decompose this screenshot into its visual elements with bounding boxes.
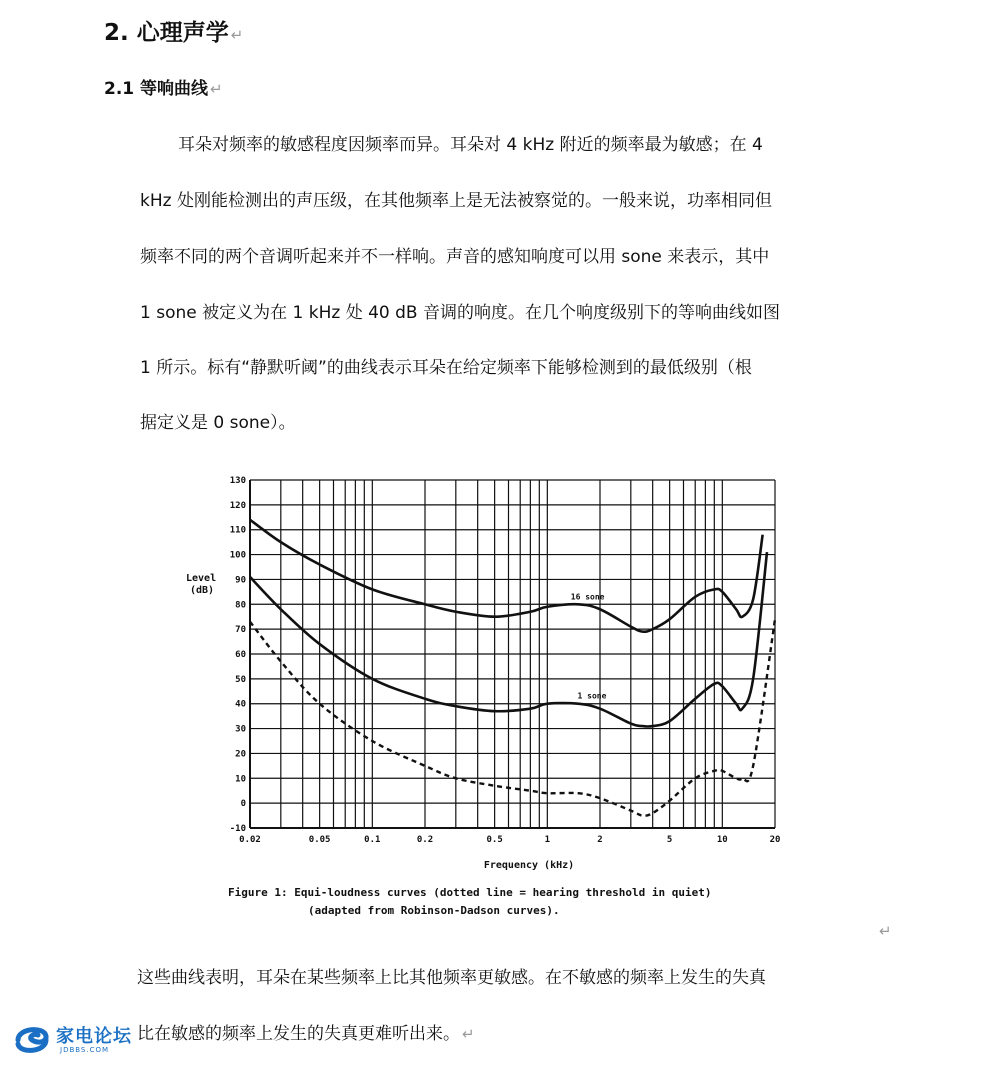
- y-tick-labels: [230, 476, 246, 834]
- series-line-threshold: [250, 619, 775, 816]
- y-tick-label: 40: [235, 699, 246, 710]
- y-tick-label: 20: [235, 749, 246, 760]
- paragraph-mark-icon: ↵: [210, 80, 223, 98]
- subsection-heading: [104, 74, 223, 99]
- y-tick-label: 100: [229, 550, 246, 561]
- x-tick-label: 0.2: [416, 835, 434, 845]
- x-tick-label: 20: [769, 835, 781, 845]
- figure-caption-line1: Figure 1: Equi-loudness curves (dotted line = hearing threshold in quiet): [228, 886, 712, 899]
- paragraph1-line: 据定义是 0 sone）。: [140, 413, 296, 433]
- x-tick-label: 0.1: [364, 835, 381, 845]
- x-tick-label: 1: [544, 835, 551, 845]
- y-tick-label: 70: [235, 625, 246, 636]
- y-tick-label: 50: [235, 674, 246, 685]
- y-tick-label: 80: [235, 600, 246, 611]
- x-tick-labels: [239, 835, 780, 845]
- x-axis-label: Frequency (kHz): [483, 860, 575, 871]
- y-tick-label: -10: [229, 824, 246, 834]
- y-tick-label: 90: [235, 575, 246, 586]
- y-tick-label: 10: [235, 774, 246, 785]
- x-tick-label: 5: [666, 835, 673, 845]
- paragraph-mark-icon: ↵: [230, 26, 244, 44]
- paragraph-mark-icon: ↵: [879, 922, 892, 940]
- x-tick-label: 0.5: [486, 835, 503, 845]
- paragraph2-line-text: 比在敏感的频率上发生的失真更难听出来。: [137, 1024, 460, 1044]
- series-annotation: 16 sone: [570, 592, 605, 602]
- logo-text: 家电论坛: [56, 1026, 132, 1047]
- paragraph-mark-icon: ↵: [462, 1025, 475, 1043]
- y-tick-label: 0: [240, 799, 246, 810]
- chart-series: [250, 520, 775, 816]
- subsection-heading-text: 2.1 等响曲线: [104, 79, 209, 99]
- paragraph1-line: 频率不同的两个音调听起来并不一样响。声音的感知响度可以用 sone 来表示，其中: [140, 247, 770, 267]
- logo-swirl-icon: [12, 1022, 52, 1056]
- section-heading: [104, 14, 243, 47]
- site-logo: [12, 1022, 137, 1058]
- paragraph1-line: 耳朵对频率的敏感程度因频率而异。耳朵对 4 kHz 附近的频率最为敏感；在 4: [178, 135, 763, 155]
- paragraph2-line: [137, 1019, 475, 1044]
- section-heading-text: 2. 心理声学: [104, 20, 229, 46]
- figure-caption-line2: (adapted from Robinson-Dadson curves).: [308, 904, 560, 917]
- x-tick-label: 10: [716, 835, 728, 845]
- series-annotation: 1 sone: [577, 691, 607, 701]
- x-tick-label: 0.05: [308, 835, 331, 845]
- paragraph2-line: 这些曲线表明，耳朵在某些频率上比其他频率更敏感。在不敏感的频率上发生的失真: [137, 968, 766, 988]
- logo-subtext: JDBBS.COM: [60, 1046, 110, 1054]
- x-tick-label: 2: [597, 835, 603, 845]
- y-axis-label: Level (dB): [186, 573, 217, 596]
- y-tick-label: 60: [235, 650, 246, 660]
- equal-loudness-figure: [180, 468, 800, 928]
- paragraph1-line: kHz 处刚能检测出的声压级，在其他频率上是无法被察觉的。一般来说，功率相同但: [140, 191, 772, 211]
- chart-grid: [250, 480, 775, 828]
- series-line-16-sone: [250, 520, 763, 632]
- x-tick-label: 0.02: [239, 835, 261, 845]
- y-tick-label: 130: [229, 476, 246, 486]
- y-tick-label: 120: [229, 500, 246, 511]
- paragraph1-line: 1 所示。标有“静默听阈”的曲线表示耳朵在给定频率下能够检测到的最低级别（根: [140, 358, 752, 378]
- paragraph1-line: 1 sone 被定义为在 1 kHz 处 40 dB 音调的响度。在几个响度级别下的等响曲线如图: [140, 303, 780, 323]
- y-tick-label: 110: [229, 525, 246, 536]
- y-tick-label: 30: [235, 724, 246, 735]
